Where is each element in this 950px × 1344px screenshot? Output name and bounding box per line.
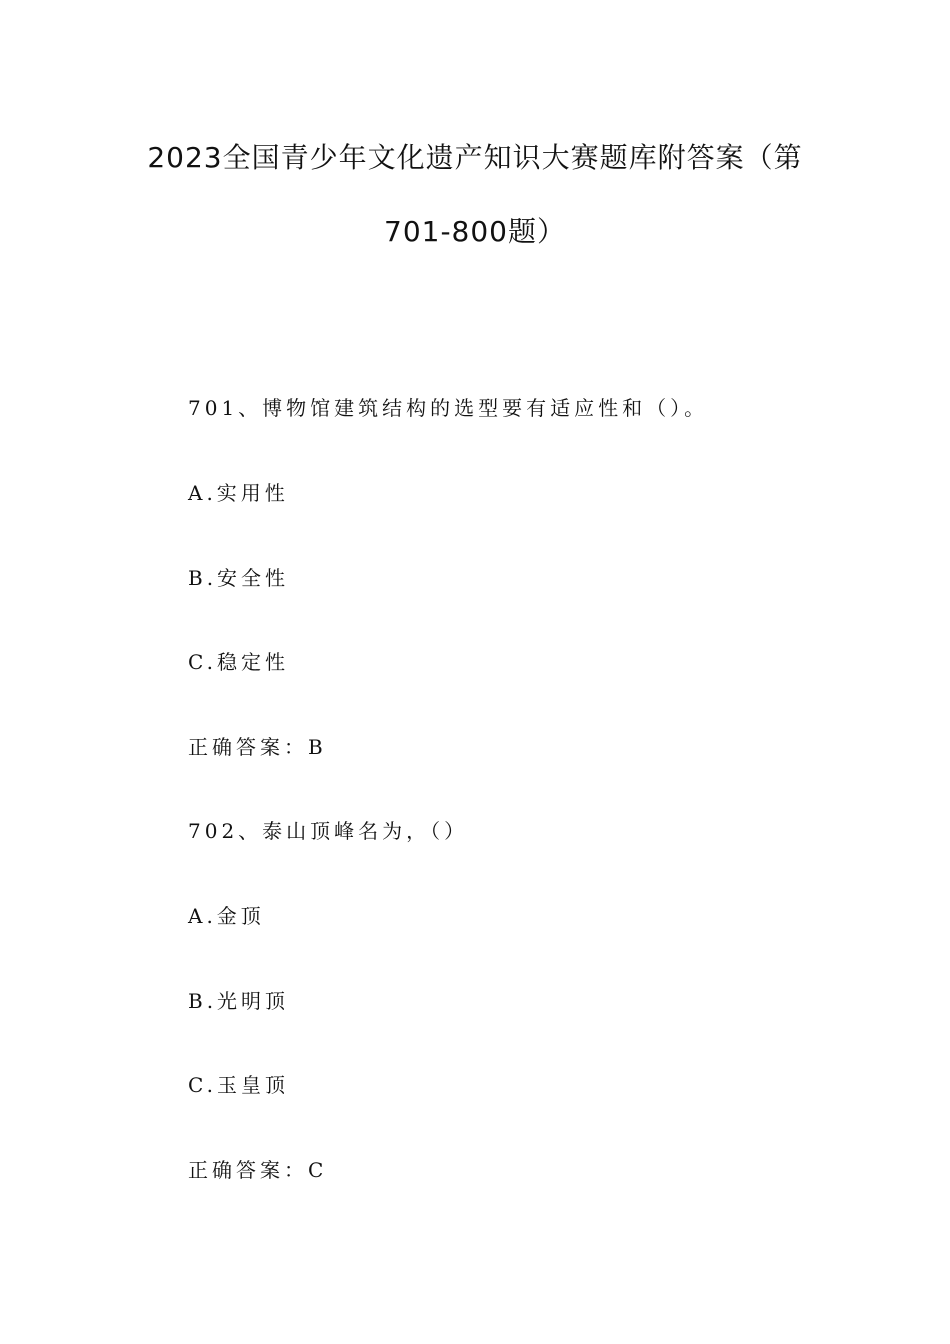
question-702-stem: 702、泰山顶峰名为，（） bbox=[188, 819, 469, 843]
question-702-answer: 正确答案：C bbox=[188, 1158, 328, 1182]
question-701-option-c: C.稳定性 bbox=[188, 650, 289, 674]
document-title-line2: 701-800题） bbox=[384, 215, 566, 248]
question-702-option-a: A.金顶 bbox=[188, 904, 265, 928]
question-701-option-b: B.安全性 bbox=[188, 566, 290, 590]
question-702-option-b: B.光明顶 bbox=[188, 989, 290, 1013]
question-701-answer: 正确答案：B bbox=[188, 735, 327, 759]
document-title-line1: 2023全国青少年文化遗产知识大赛题库附答案（第 bbox=[147, 141, 803, 174]
question-702-option-c: C.玉皇顶 bbox=[188, 1073, 289, 1097]
question-701-option-a: A.实用性 bbox=[188, 481, 289, 505]
question-701-stem: 701、博物馆建筑结构的选型要有适应性和（）。 bbox=[188, 396, 709, 420]
